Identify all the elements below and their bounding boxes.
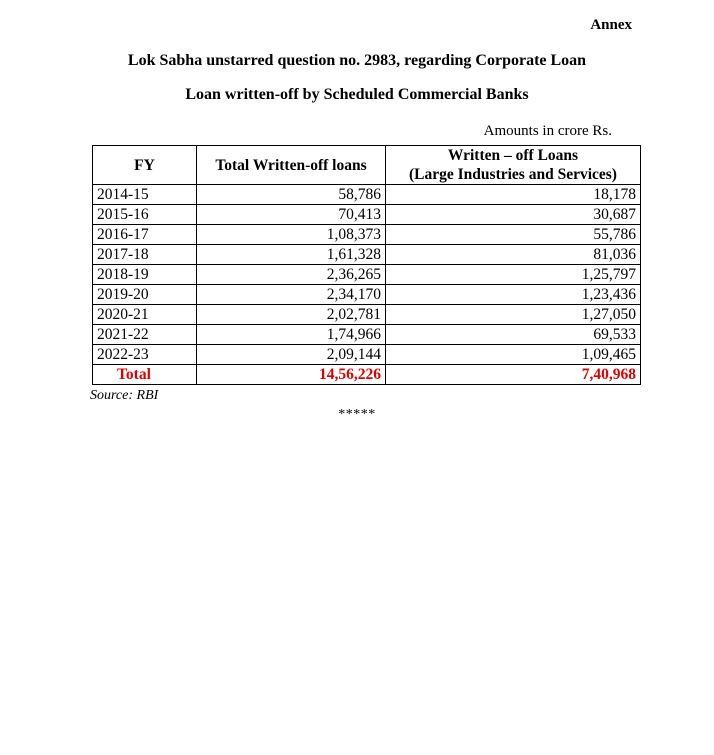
- cell-large: 1,27,050: [386, 305, 641, 325]
- header-total: Total Written-off loans: [197, 146, 386, 185]
- table-row: [93, 305, 641, 325]
- cell-fy: 2016-17: [93, 225, 197, 245]
- cell-large: 55,786: [386, 225, 641, 245]
- cell-total: 1,61,328: [197, 245, 386, 265]
- cell-large: 81,036: [386, 245, 641, 265]
- cell-total: 1,08,373: [197, 225, 386, 245]
- cell-large: 1,09,465: [386, 345, 641, 365]
- header-fy: FY: [93, 146, 197, 185]
- cell-fy: 2018-19: [93, 265, 197, 285]
- table-row: [93, 205, 641, 225]
- cell-total: 58,786: [197, 185, 386, 205]
- end-marker: *****: [338, 407, 376, 422]
- units-note: Amounts in crore Rs.: [483, 123, 612, 139]
- table-row: [93, 325, 641, 345]
- cell-total: 2,09,144: [197, 345, 386, 365]
- cell-fy: 2015-16: [93, 205, 197, 225]
- table-row: [93, 185, 641, 205]
- document-subtitle: Loan written-off by Scheduled Commercial Banks: [185, 86, 529, 103]
- table-row: [93, 225, 641, 245]
- cell-total: 2,02,781: [197, 305, 386, 325]
- total-large: 7,40,968: [386, 365, 641, 385]
- header-writeoff-line1: Written – off Loans: [447, 147, 579, 164]
- total-label: Total: [93, 365, 197, 385]
- source-note: Source: RBI: [90, 388, 159, 403]
- table-row: [93, 345, 641, 365]
- annex-label: Annex: [590, 17, 632, 33]
- cell-total: 1,74,966: [197, 325, 386, 345]
- cell-large: 69,533: [386, 325, 641, 345]
- cell-fy: 2022-23: [93, 345, 197, 365]
- total-row: [93, 365, 641, 385]
- document-title: Lok Sabha unstarred question no. 2983, regarding Corporate Loan: [127, 52, 587, 69]
- cell-fy: 2021-22: [93, 325, 197, 345]
- total-written-off: 14,56,226: [197, 365, 386, 385]
- cell-total: 70,413: [197, 205, 386, 225]
- cell-large: 1,23,436: [386, 285, 641, 305]
- table-row: [93, 265, 641, 285]
- table-row: [93, 285, 641, 305]
- cell-fy: 2019-20: [93, 285, 197, 305]
- table-row: [93, 245, 641, 265]
- cell-large: 30,687: [386, 205, 641, 225]
- header-writeoff: [386, 146, 641, 185]
- cell-total: 2,34,170: [197, 285, 386, 305]
- cell-fy: 2020-21: [93, 305, 197, 325]
- cell-large: 1,25,797: [386, 265, 641, 285]
- header-writeoff-line2: (Large Industries and Services): [409, 166, 617, 183]
- cell-fy: 2014-15: [93, 185, 197, 205]
- table-header-row: [93, 146, 641, 185]
- cell-large: 18,178: [386, 185, 641, 205]
- cell-fy: 2017-18: [93, 245, 197, 265]
- writeoff-table: [92, 145, 641, 385]
- cell-total: 2,36,265: [197, 265, 386, 285]
